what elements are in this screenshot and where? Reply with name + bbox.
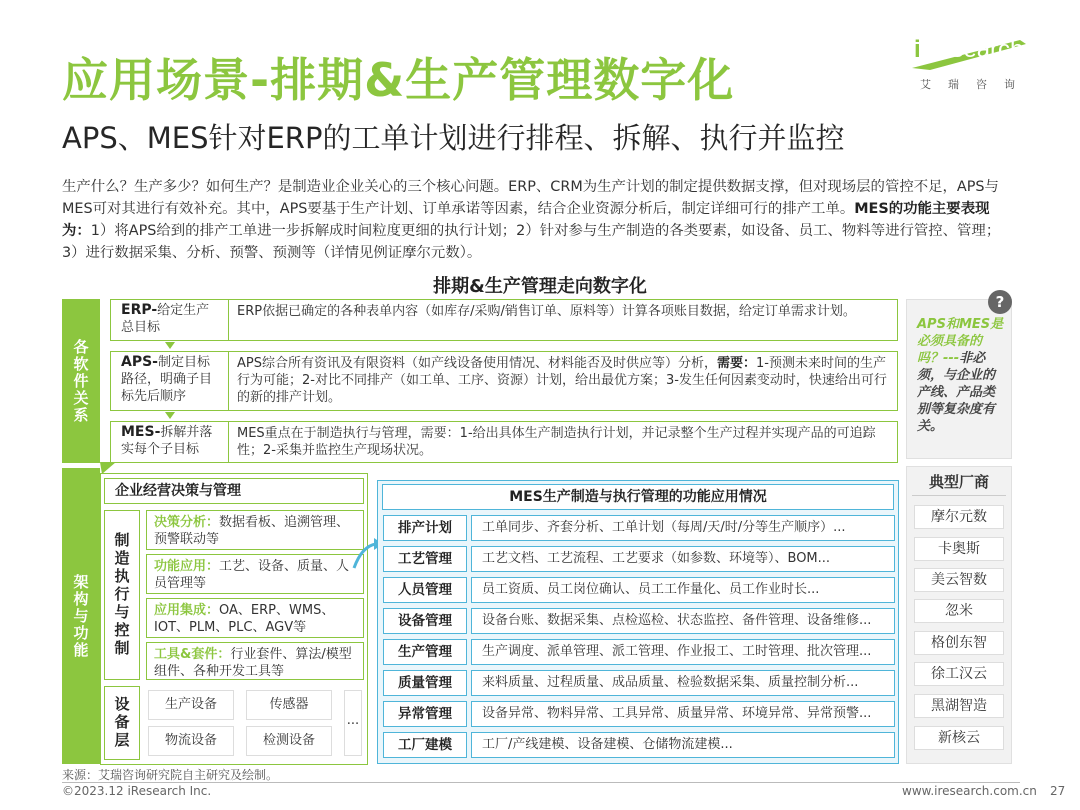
vendor-item: 徐工汉云	[914, 662, 1004, 686]
mes-row-value: 生产调度、派单管理、派工管理、作业报工、工时管理、批次管理...	[471, 639, 895, 665]
mes-row	[383, 701, 895, 727]
vendor-head: 典型厂商	[912, 468, 1006, 496]
side-answer: 非必须，与企业的产线、产品类别等复杂度有关。	[917, 351, 996, 434]
mes-row-key: 人员管理	[383, 577, 467, 603]
mes-row-key: 工厂建模	[383, 732, 467, 758]
side-question: APS和MES是必须具备的吗？---	[917, 317, 1004, 366]
side-question-panel	[906, 299, 1012, 459]
intro-paragraph: 生产什么？生产多少？如何生产？是制造业企业关心的三个核心问题。ERP、CRM为生产计划的制定提供数据支撑，但对现场层的管控不足，APS与MES可对其进行有效补充。其中，APS要基于生产计划、订单承诺等因素，结合企业资源分析后，制定详细可行的排产工单。MES的功能主要表现为：1）将APS给到的排产工单进一步拆解成时间粒度更细的执行计划；2）针对参与生产制造的各类要素，如设备、员工、物料等进行管控、管理；3）进行数据采集、分析、预警、预测等（详情见例证摩尔元数）。	[62, 179, 1001, 261]
vendor-item: 黑湖智造	[914, 694, 1004, 718]
erp-head: ERP-给定生产总目标	[111, 300, 229, 340]
mes-row	[383, 670, 895, 696]
mes-row-key: 设备管理	[383, 608, 467, 634]
logo-brand: iResearch	[914, 36, 1024, 63]
band-architecture: 架构与功能	[62, 468, 100, 764]
diagram-title: 排期&生产管理走向数字化	[433, 276, 647, 297]
ctrl-item-function: 功能应用：工艺、设备、质量、人员管理等	[146, 554, 364, 594]
mes-row	[383, 577, 895, 603]
equipment-item: 物流设备	[148, 726, 234, 756]
mes-row-value: 员工资质、员工岗位确认、员工工作量化、员工作业时长...	[471, 577, 895, 603]
software-row-mes	[110, 421, 898, 463]
control-band: 制造执行与控制	[104, 510, 140, 680]
mes-head-cell: MES-拆解并落实每个子目标	[111, 422, 229, 462]
footer-divider	[62, 782, 1020, 783]
mes-row	[383, 732, 895, 758]
logo-cn: 艾瑞咨询	[920, 78, 1032, 91]
equipment-item: 生产设备	[148, 690, 234, 720]
equipment-item: 传感器	[246, 690, 332, 720]
band-software-relation: 各软件关系	[62, 299, 100, 463]
page-number: 27	[1050, 784, 1066, 798]
mes-row-value: 工厂/产线建模、设备建模、仓储物流建模...	[471, 732, 895, 758]
question-icon: ?	[988, 290, 1012, 314]
mes-row-value: 设备台账、数据采集、点检巡检、状态监控、备件管理、设备维修...	[471, 608, 895, 634]
software-row-aps	[110, 351, 898, 411]
arrow-down-icon	[165, 342, 175, 349]
vendor-item: 格创东智	[914, 631, 1004, 655]
vendor-item: 卡奥斯	[914, 537, 1004, 561]
copyright: ©2023.12 iResearch Inc.	[62, 784, 212, 798]
mes-panel-head: MES生产制造与执行管理的功能应用情况	[382, 484, 894, 510]
mes-row-key: 工艺管理	[383, 546, 467, 572]
ctrl-item-decision: 决策分析：数据看板、追溯管理、预警联动等	[146, 510, 364, 550]
vendor-item: 忽米	[914, 599, 1004, 623]
mes-row	[383, 608, 895, 634]
mes-row-key: 质量管理	[383, 670, 467, 696]
management-head: 企业经营决策与管理	[104, 478, 364, 504]
mes-row-value: 设备异常、物料异常、工具异常、质量异常、环境异常、异常预警...	[471, 701, 895, 727]
mes-row	[383, 639, 895, 665]
mes-row-key: 生产管理	[383, 639, 467, 665]
aps-body: APS综合所有资讯及有限资料（如产线设备使用情况、材料能否及时供应等）分析，需要：1-预测未来时间的生产行为可能；2-对比不同排产（如工单、工序、资源）计划，给出最优方案；3-发生任何因素变动时，快速给出可行的新的排产计划。	[237, 356, 887, 405]
equipment-more: ...	[344, 690, 362, 756]
mes-body: MES重点在于制造执行与管理，需要：1-给出具体生产制造执行计划，并记录整个生产过程并实现产品的可追踪性；2-采集并监控生产现场状况。	[237, 426, 876, 458]
page-subtitle: APS、MES针对ERP的工单计划进行排程、拆解、执行并监控	[62, 121, 845, 155]
arrow-down-icon	[165, 412, 175, 419]
site-link[interactable]: www.iresearch.com.cn	[902, 784, 1037, 798]
mes-row	[383, 546, 895, 572]
mes-row	[383, 515, 895, 541]
equipment-band: 设备层	[104, 686, 140, 760]
erp-body: ERP依据已确定的各种表单内容（如库存/采购/销售订单、原料等）计算各项账目数据，给定订单需求计划。	[237, 304, 856, 319]
software-row-erp	[110, 299, 898, 341]
mes-row-value: 来料质量、过程质量、成品质量、检验数据采集、质量控制分析...	[471, 670, 895, 696]
vendor-item: 摩尔元数	[914, 505, 1004, 529]
page-title: 应用场景-排期&生产管理数字化	[62, 53, 735, 107]
mes-row-key: 异常管理	[383, 701, 467, 727]
ctrl-item-tools: 工具&套件：行业套件、算法/模型组件、各种开发工具等	[146, 642, 364, 680]
vendor-item: 美云智数	[914, 568, 1004, 592]
ctrl-item-integration: 应用集成：OA、ERP、WMS、IOT、PLM、PLC、AGV等	[146, 598, 364, 638]
equipment-item: 检测设备	[246, 726, 332, 756]
iresearch-logo	[886, 36, 1046, 96]
vendor-item: 新核云	[914, 726, 1004, 750]
mes-row-value: 工艺文档、工艺流程、工艺要求（如参数、环境等）、BOM...	[471, 546, 895, 572]
mes-row-value: 工单同步、齐套分析、工单计划（每周/天/时/分等生产顺序）...	[471, 515, 895, 541]
source-note: 来源：艾瑞咨询研究院自主研究及绘制。	[62, 768, 279, 782]
mes-row-key: 排产计划	[383, 515, 467, 541]
aps-head: APS-制定目标路径，明确子目标先后顺序	[111, 352, 229, 410]
